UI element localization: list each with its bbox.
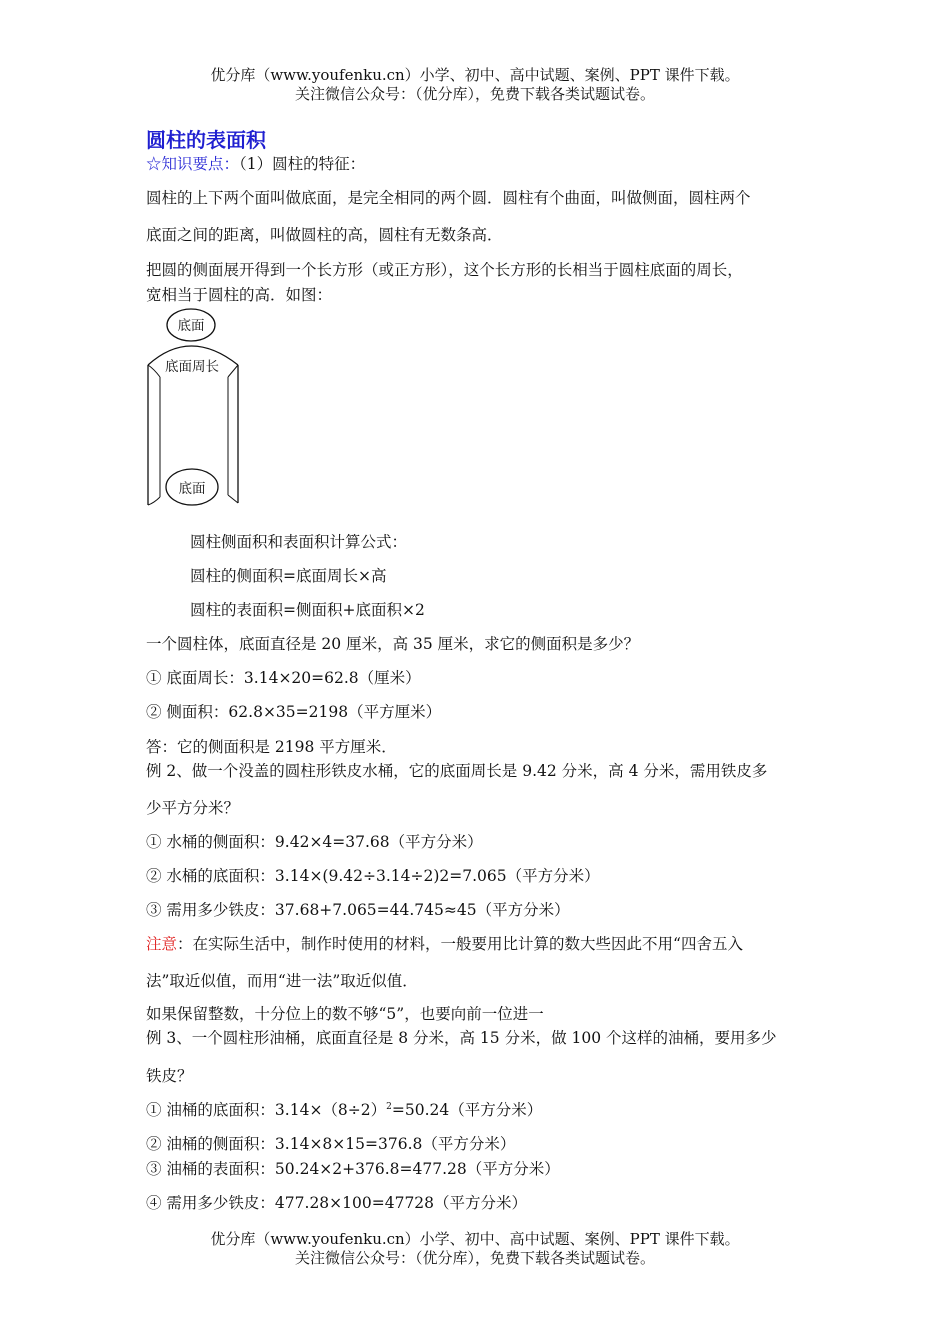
note-label: 注意 [146,935,178,953]
footer-line-2: 关注微信公众号：（优分库），免费下载各类试题试卷。 [294,1249,655,1267]
example1-step2: ② 侧面积：62.8×35=2198（平方厘米） [146,703,442,721]
note-line-b: 法”取近似值，而用“进一法”取近似值． [146,972,418,990]
example2-step2: ② 水桶的底面积：3.14×(9.42÷3.14÷2)2=7.065（平方分米） [146,867,600,885]
formula-lateral: 圆柱的侧面积=底面周长×高 [190,567,387,585]
lateral-bottom-left [148,497,160,505]
example3-step2: ② 油桶的侧面积：3.14×8×15=376.8（平方分米） [146,1135,516,1153]
example3-step4: ④ 需用多少铁皮：477.28×100=47728（平方分米） [146,1194,528,1212]
top-base-label: 底面 [177,318,205,334]
knowledge-points [146,152,365,174]
example3-step1-exponent: 2 [386,1101,392,1112]
cylinder-diagram [140,305,250,510]
lateral-fold-right [228,365,238,377]
header-line-2: 关注微信公众号：（优分库），免费下载各类试题试卷。 [294,85,655,103]
note-line-c: 如果保留整数，十分位上的数不够“5”，也要向前一位进一 [146,1005,544,1023]
example2-step3: ③ 需用多少铁皮：37.68+7.065=44.745≈45（平方分米） [146,901,570,919]
knowledge-label: ☆知识要点： [146,155,240,173]
lateral-bottom-right [228,495,238,503]
note-text-a: ：在实际生活中，制作时使用的材料，一般要用比计算的数大些因此不用“四舍五入 [177,935,743,953]
example1-step1: ① 底面周长：3.14×20=62.8（厘米） [146,669,421,687]
lateral-fold-left [148,365,160,377]
formula-heading: 圆柱侧面积和表面积计算公式： [190,533,408,551]
circumference-label: 底面周长 [165,359,219,375]
page-title: 圆柱的表面积 [146,128,266,152]
paragraph-1a: 圆柱的上下两个面叫做底面，是完全相同的两个圆．圆柱有个曲面，叫做侧面，圆柱两个 [146,189,751,207]
example2-question-a: 例 2、做一个没盖的圆柱形铁皮水桶，它的底面周长是 9.42 分米，高 4 分米，需用铁皮多 [146,762,768,780]
header-line-1: 优分库（www.youfenku.cn）小学、初中、高中试题、案例、PPT 课件下载。 [210,66,740,84]
example3-question-a: 例 3、一个圆柱形油桶，底面直径是 8 分米，高 15 分米，做 100 个这样的油桶，要用多少 [146,1029,777,1047]
knowledge-text: （1）圆柱的特征： [239,155,366,173]
paragraph-2b: 宽相当于圆柱的高．如图： [146,286,333,304]
example2-question-b: 少平方分米？ [146,799,240,817]
paragraph-2a: 把圆的侧面展开得到一个长方形（或正方形），这个长方形的长相当于圆柱底面的周长， [146,261,743,279]
footer-line-1: 优分库（www.youfenku.cn）小学、初中、高中试题、案例、PPT 课件下载。 [210,1230,740,1248]
example1-question: 一个圆柱体，底面直径是 20 厘米，高 35 厘米，求它的侧面积是多少？ [146,635,640,653]
example3-step1-post: =50.24（平方分米） [391,1101,543,1119]
example1-answer: 答：它的侧面积是 2198 平方厘米． [146,738,397,756]
example3-step1-pre: ① 油桶的底面积：3.14×（8÷2） [146,1101,387,1119]
example2-step1: ① 水桶的侧面积：9.42×4=37.68（平方分米） [146,833,483,851]
paragraph-1b: 底面之间的距离，叫做圆柱的高，圆柱有无数条高． [146,226,503,244]
example3-step1 [146,1098,542,1120]
example3-step3: ③ 油桶的表面积：50.24×2+376.8=477.28（平方分米） [146,1160,560,1178]
formula-surface: 圆柱的表面积=侧面积+底面积×2 [190,601,425,619]
example3-question-b: 铁皮？ [146,1067,193,1085]
bottom-base-label: 底面 [178,481,206,497]
note-line-a [146,932,743,954]
